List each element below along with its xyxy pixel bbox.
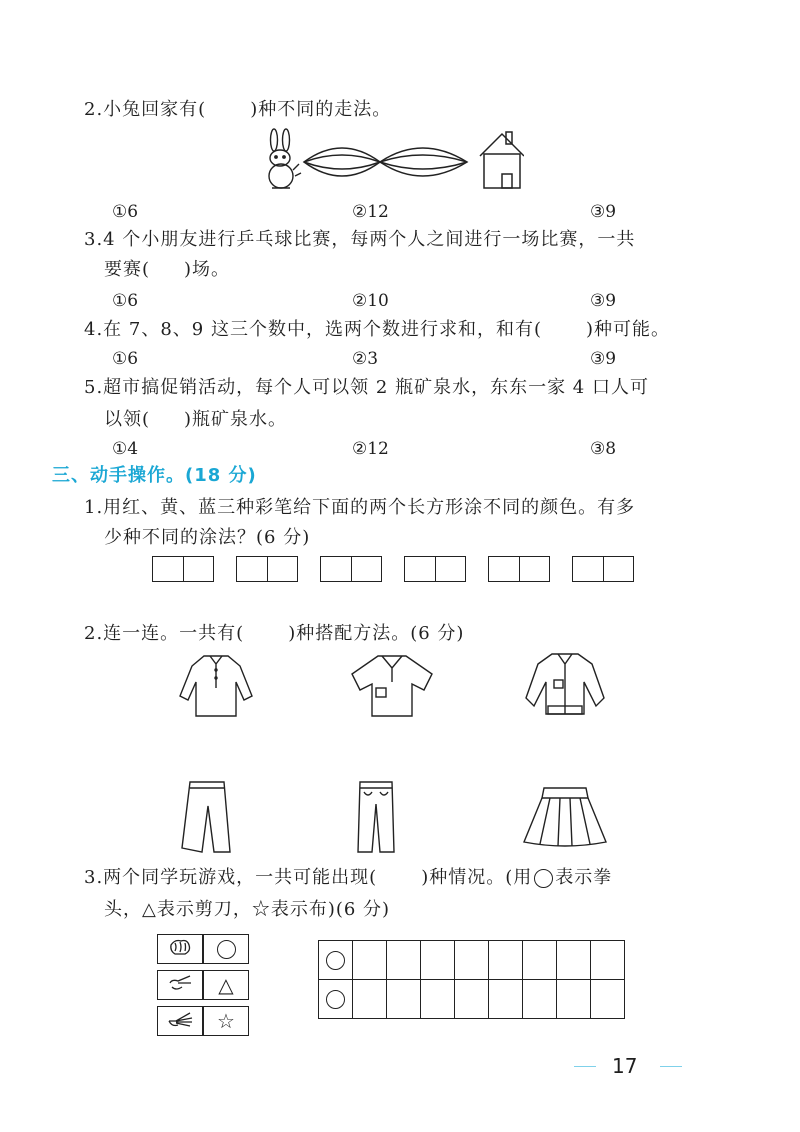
- grid-cell[interactable]: [557, 980, 591, 1019]
- q4-option-2: ②3: [352, 349, 379, 369]
- paper-hand-icon: [157, 1006, 203, 1036]
- house-icon: [480, 132, 524, 188]
- q4-option-1: ①6: [112, 349, 139, 369]
- q5-option-1: ①4: [112, 439, 139, 459]
- p3-line2: 头，△表示剪刀，☆表示布)(6 分): [104, 899, 391, 920]
- answer-grid: [318, 940, 625, 1019]
- p3-line1-after: )种情况。(用: [421, 867, 533, 888]
- star-symbol-cell: ☆: [203, 1006, 249, 1036]
- p1-line2: 少种不同的涂法？(6 分): [104, 527, 311, 548]
- q3-option-1: ①6: [112, 291, 139, 311]
- q5-line1: 5.超市搞促销活动，每个人可以领 2 瓶矿泉水，东东一家 4 口人可: [84, 377, 649, 398]
- p2-text: [84, 622, 464, 646]
- p2-text-before: 2.连一连。一共有(: [84, 623, 245, 644]
- p3-line1: [84, 866, 612, 890]
- grid-cell[interactable]: [489, 941, 523, 980]
- grid-cell[interactable]: [319, 980, 353, 1019]
- grid-cell[interactable]: [353, 980, 387, 1019]
- rectangle-pair[interactable]: [404, 556, 466, 582]
- footer-divider-right: [660, 1066, 682, 1067]
- q2-text: [84, 98, 391, 122]
- grid-cell[interactable]: [591, 980, 625, 1019]
- q4-text-before: 4.在 7、8、9 这三个数中，选两个数进行求和，和有(: [84, 319, 542, 340]
- triangle-symbol-cell: △: [203, 970, 249, 1000]
- q3-line2-after: )场。: [184, 259, 231, 280]
- grid-cell[interactable]: [591, 941, 625, 980]
- grid-cell[interactable]: [523, 980, 557, 1019]
- q2-option-1: ①6: [112, 202, 139, 222]
- p1-line1: 1.用红、黄、蓝三种彩笔给下面的两个长方形涂不同的颜色。有多: [84, 497, 636, 518]
- jacket-icon[interactable]: [522, 648, 608, 720]
- rectangle-pair[interactable]: [152, 556, 214, 582]
- table-row: [157, 970, 249, 1000]
- q5-option-3: ③8: [590, 439, 617, 459]
- q3-line2-before: 要赛(: [104, 259, 151, 280]
- grid-cell[interactable]: [455, 941, 489, 980]
- grid-cell[interactable]: [353, 941, 387, 980]
- circle-icon: [326, 951, 345, 970]
- skirt-icon[interactable]: [520, 784, 610, 850]
- q4-option-3: ③9: [590, 349, 617, 369]
- p3-line1-before: 3.两个同学玩游戏，一共可能出现(: [84, 867, 378, 888]
- q2-text-after: )种不同的走法。: [250, 99, 392, 120]
- q2-text-before: 2.小兔回家有(: [84, 99, 207, 120]
- q2-option-2: ②12: [352, 202, 389, 222]
- q2-option-3: ③9: [590, 202, 617, 222]
- grid-cell[interactable]: [387, 980, 421, 1019]
- fist-icon: [157, 934, 203, 964]
- rectangle-pair[interactable]: [572, 556, 634, 582]
- rabbit-house-illustration: [262, 126, 524, 192]
- rabbit-icon: [269, 129, 301, 188]
- grid-cell[interactable]: [421, 980, 455, 1019]
- q4-text-after: )种可能。: [586, 319, 671, 340]
- q5-line2-before: 以领(: [104, 409, 151, 430]
- p2-text-after: )种搭配方法。(6 分): [288, 623, 465, 644]
- grid-cell[interactable]: [489, 980, 523, 1019]
- q5-option-2: ②12: [352, 439, 389, 459]
- polo-shirt-icon[interactable]: [348, 652, 436, 720]
- grid-cell[interactable]: [421, 941, 455, 980]
- grid-cell[interactable]: [319, 941, 353, 980]
- page-number: 17: [612, 1054, 638, 1078]
- table-row: [157, 1006, 249, 1036]
- circle-symbol-cell: [203, 934, 249, 964]
- circle-icon: [534, 869, 553, 888]
- hand-gesture-key: [157, 928, 249, 1042]
- table-row: [157, 934, 249, 964]
- jeans-icon[interactable]: [350, 778, 402, 856]
- q3-line2: [104, 258, 230, 282]
- grid-cell[interactable]: [557, 941, 591, 980]
- grid-cell[interactable]: [523, 941, 557, 980]
- table-row: [319, 980, 625, 1019]
- q3-option-2: ②10: [352, 291, 389, 311]
- q5-line2: [104, 408, 287, 432]
- long-sleeve-shirt-icon[interactable]: [176, 652, 256, 720]
- q3-line1: 3.4 个小朋友进行乒乓球比赛，每两个人之间进行一场比赛，一共: [84, 229, 636, 250]
- rectangle-pair[interactable]: [488, 556, 550, 582]
- p3-line1-end: 表示拳: [555, 867, 613, 888]
- footer-divider-left: [574, 1066, 596, 1067]
- q4-text: [84, 318, 670, 342]
- rectangle-pair[interactable]: [320, 556, 382, 582]
- grid-cell[interactable]: [387, 941, 421, 980]
- path-lines: [304, 148, 467, 176]
- trousers-icon[interactable]: [176, 778, 238, 856]
- circle-icon: [217, 940, 236, 959]
- scissors-hand-icon: [157, 970, 203, 1000]
- q5-line2-after: )瓶矿泉水。: [184, 409, 288, 430]
- circle-icon: [326, 990, 345, 1009]
- table-row: [319, 941, 625, 980]
- rectangle-pair[interactable]: [236, 556, 298, 582]
- section-title: 三、动手操作。(18 分): [52, 465, 257, 486]
- q3-option-3: ③9: [590, 291, 617, 311]
- grid-cell[interactable]: [455, 980, 489, 1019]
